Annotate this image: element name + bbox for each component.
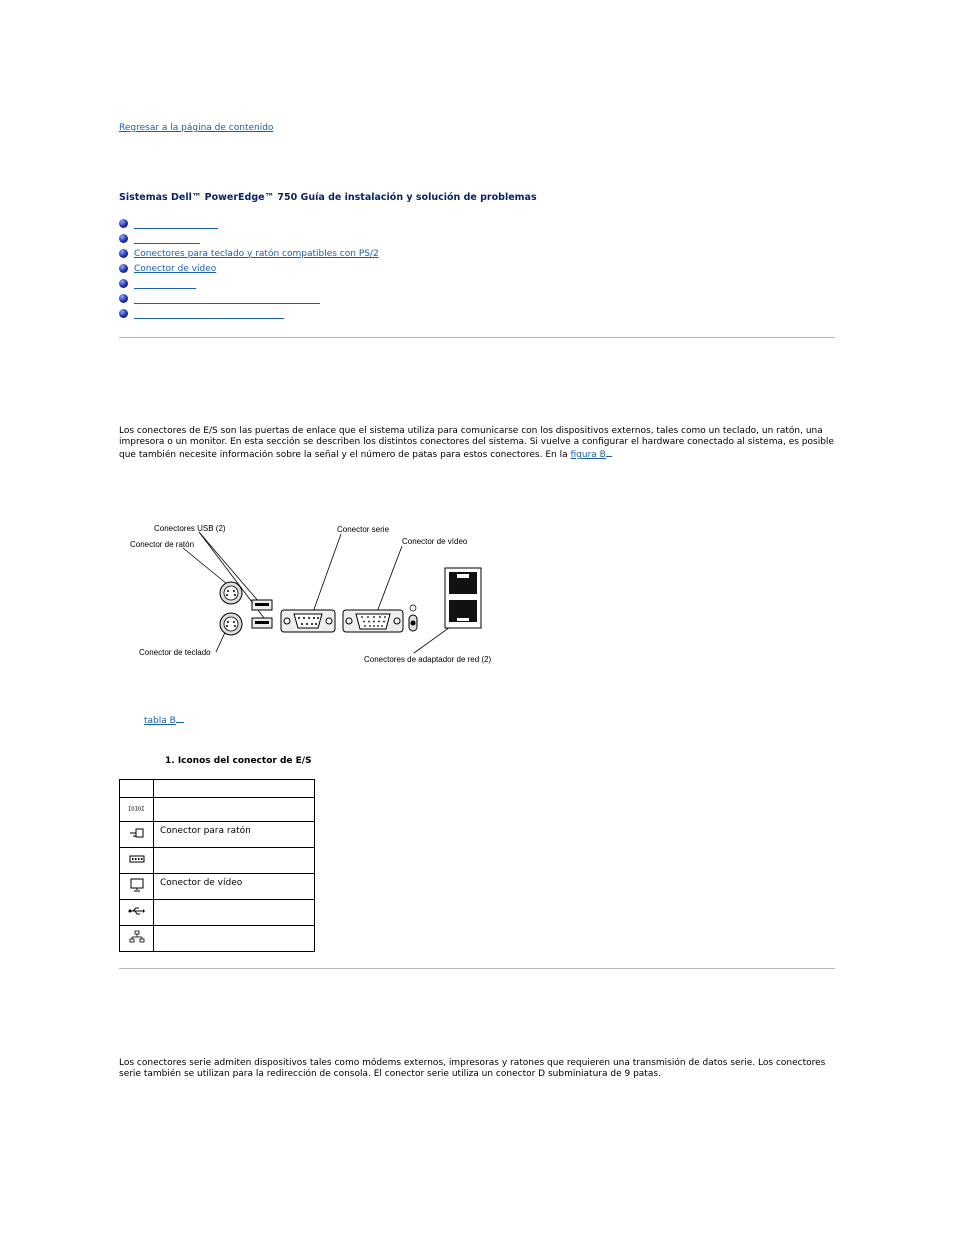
system-id-indicator bbox=[409, 605, 417, 631]
intro-paragraph bbox=[119, 426, 835, 461]
toc-link-6[interactable] bbox=[134, 294, 320, 304]
toc-link-7[interactable] bbox=[134, 309, 284, 319]
bullet-icon bbox=[119, 249, 128, 258]
toc-item bbox=[119, 231, 379, 246]
toc-link-ps2[interactable]: Conectores para teclado y ratón compatibles con PS/2 bbox=[134, 248, 379, 259]
bullet-icon bbox=[119, 279, 128, 288]
table-cell: Conector para ratón bbox=[154, 822, 315, 848]
toc-item bbox=[119, 276, 379, 291]
table-cell bbox=[154, 798, 315, 822]
divider bbox=[119, 968, 835, 969]
label-nic: Conectores de adaptador de red (2) bbox=[364, 655, 492, 664]
table-row bbox=[120, 900, 315, 926]
network-ports bbox=[445, 568, 481, 628]
mouse-icon bbox=[129, 827, 145, 839]
svg-text:IOIOI: IOIOI bbox=[127, 806, 145, 812]
usb-icon bbox=[128, 906, 146, 916]
toc-item bbox=[119, 291, 379, 306]
table-cell bbox=[120, 926, 154, 952]
page-title: Sistemas Dell™ PowerEdge™ 750 Guía de instalación y solución de problemas bbox=[119, 192, 537, 203]
table-row bbox=[120, 780, 315, 798]
io-connectors-figure bbox=[119, 518, 519, 668]
table-cell bbox=[154, 780, 315, 798]
toc-link-video[interactable]: Conector de vídeo bbox=[134, 263, 217, 274]
usb-ports bbox=[252, 600, 272, 628]
toc-link-2[interactable] bbox=[134, 234, 200, 244]
back-to-contents-link[interactable]: Regresar a la página de contenido bbox=[119, 123, 274, 133]
figure-link[interactable]: figura B bbox=[570, 450, 606, 460]
toc-item bbox=[119, 261, 379, 276]
monitor-icon bbox=[129, 878, 145, 892]
table-cell bbox=[154, 848, 315, 874]
serial-port bbox=[281, 610, 335, 632]
table-row bbox=[120, 848, 315, 874]
table-caption: 1. Iconos del conector de E/S bbox=[165, 756, 312, 766]
bullet-icon bbox=[119, 234, 128, 243]
mouse-leader-line bbox=[183, 548, 227, 584]
io-icons-table bbox=[119, 779, 315, 952]
table-row bbox=[120, 926, 315, 952]
toc-link-1[interactable] bbox=[134, 219, 218, 229]
toc-item bbox=[119, 216, 379, 231]
table-cell bbox=[120, 874, 154, 900]
table-cell bbox=[120, 822, 154, 848]
table-cell bbox=[120, 848, 154, 874]
table-row bbox=[120, 822, 315, 848]
label-keyboard: Conector de teclado bbox=[139, 648, 211, 657]
toc-item bbox=[119, 306, 379, 321]
serial-icon bbox=[128, 804, 146, 812]
table-cell bbox=[120, 780, 154, 798]
bullet-icon bbox=[119, 309, 128, 318]
bullet-icon bbox=[119, 294, 128, 303]
bullet-icon bbox=[119, 219, 128, 228]
label-usb: Conectores USB (2) bbox=[154, 524, 226, 533]
table-link[interactable]: tabla B bbox=[144, 716, 176, 726]
intro-text: Los conectores de E/S son las puertas de enlace que el sistema utiliza para comunicarse con los dispositivos externos, tales como un teclado, un ratón, una impresora o un monitor. En esta sección se describen los distintos conectores del sistema. Si vuelve a configurar el hardware conectado al sistema, es posible que también necesite información sobre la señal y el número de patas para estos conectores. En la bbox=[119, 426, 834, 460]
keyboard-icon bbox=[129, 854, 145, 864]
table-cell bbox=[120, 798, 154, 822]
divider bbox=[119, 337, 835, 338]
table-cell bbox=[154, 900, 315, 926]
label-serial: Conector serie bbox=[337, 525, 390, 534]
table-cell bbox=[120, 900, 154, 926]
table-cell bbox=[154, 926, 315, 952]
label-video: Conector de vídeo bbox=[402, 537, 468, 546]
table-reference bbox=[144, 708, 184, 727]
serial-paragraph: Los conectores serie admiten dispositivos tales como módems externos, impresoras y ratones que requieren una transmisión de datos serie. Los conectores serie también se utilizan para la redirección de consola. El conector serie utiliza un conector D subminiatura de 9 patas. bbox=[119, 1058, 826, 1079]
table-cell: Conector de vídeo bbox=[154, 874, 315, 900]
table-row bbox=[120, 798, 315, 822]
toc-item bbox=[119, 246, 379, 261]
table-row bbox=[120, 874, 315, 900]
ps2-mouse-port bbox=[220, 582, 242, 604]
bullet-icon bbox=[119, 264, 128, 273]
serial-leader-line bbox=[313, 534, 341, 612]
network-icon bbox=[129, 930, 145, 944]
video-port bbox=[343, 610, 403, 632]
toc-list bbox=[119, 216, 379, 321]
label-mouse: Conector de ratón bbox=[130, 540, 195, 549]
video-leader-line bbox=[377, 546, 402, 612]
toc-link-5[interactable] bbox=[134, 279, 196, 289]
ps2-keyboard-port bbox=[220, 613, 242, 635]
